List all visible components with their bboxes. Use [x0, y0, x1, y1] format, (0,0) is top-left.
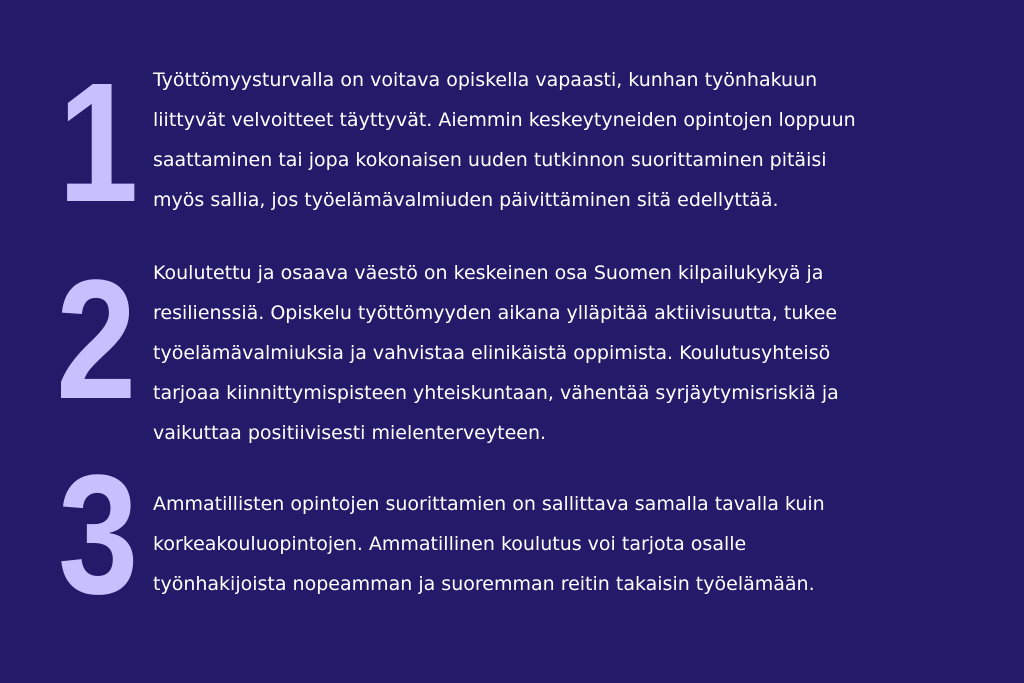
item-2-line: resilienssiä. Opiskelu työttömyyden aikana ylläpitää aktiivisuutta, tukee: [153, 302, 838, 324]
item-number-2: 2: [56, 245, 137, 435]
item-text-3: [153, 484, 1003, 604]
item-1-line: Työttömyysturvalla on voitava opiskella vapaasti, kunhan työnhakuun: [153, 69, 818, 91]
item-1-line: liittyvät velvoitteet täyttyvät. Aiemmin keskeytyneiden opintojen loppuun: [153, 109, 856, 131]
item-number-3: 3: [58, 440, 139, 630]
item-text-2: [153, 253, 1003, 453]
item-2-line: vaikuttaa positiivisesti mielenterveyteen.: [153, 422, 547, 444]
item-1-line: saattaminen tai jopa kokonaisen uuden tutkinnon suorittaminen pitäisi: [153, 149, 827, 171]
item-text-1: [153, 60, 1003, 220]
item-3-line: työnhakijoista nopeamman ja suoremman reitin takaisin työelämään.: [153, 573, 815, 595]
item-3-line: korkeakouluopintojen. Ammatillinen koulutus voi tarjota osalle: [153, 533, 747, 555]
item-2-line: tarjoaa kiinnittymispisteen yhteiskuntaan, vähentää syrjäytymisriskiä ja: [153, 382, 839, 404]
item-number-1: 1: [58, 48, 139, 238]
item-3-line: Ammatillisten opintojen suorittamien on sallittava samalla tavalla kuin: [153, 493, 825, 515]
item-2-line: työelämävalmiuksia ja vahvistaa elinikäistä oppimista. Koulutusyhteisö: [153, 342, 831, 364]
item-1-line: myös sallia, jos työelämävalmiuden päivittäminen sitä edellyttää.: [153, 189, 779, 211]
item-2-line: Koulutettu ja osaava väestö on keskeinen osa Suomen kilpailukykyä ja: [153, 262, 824, 284]
